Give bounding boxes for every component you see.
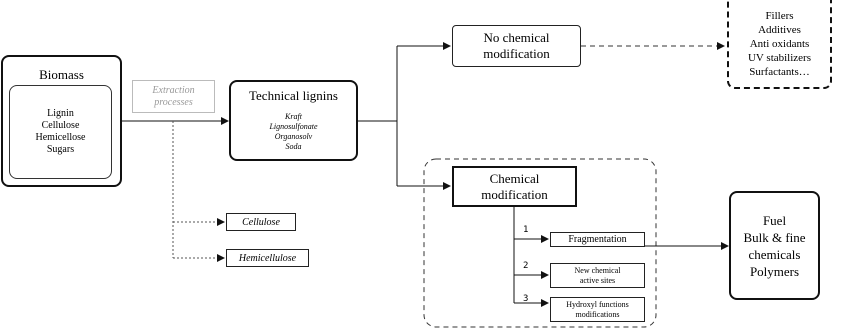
component-lignin: Lignin [47, 108, 74, 119]
type-organosolv: Organosolv [274, 132, 313, 141]
type-lignosulfonate: Lignosulfonate [269, 122, 318, 131]
route-box-hydroxyl [550, 297, 645, 322]
route-3-line2: modifications [575, 309, 620, 319]
component-hemicellose: Hemicellose [35, 132, 86, 143]
chem-line1: Chemical [489, 170, 540, 186]
route-number-1: 1 [523, 225, 529, 235]
route-box-new-active-sites [550, 263, 645, 288]
route-number-3: 3 [523, 294, 529, 304]
chem-line2: modification [481, 186, 548, 202]
use-uv-stabilizers: UV stabilizers [747, 51, 812, 64]
route-3-line1: Hydroxyl functions [566, 299, 629, 309]
product-polymers: Polymers [749, 263, 800, 279]
hemicellulose-box [226, 249, 309, 267]
product-chemicals: chemicals [748, 246, 801, 262]
hemicellulose-label: Hemicellulose [238, 252, 297, 264]
products-box [729, 191, 820, 300]
use-anti-oxidants: Anti oxidants [749, 37, 810, 50]
biomass-box [1, 55, 122, 187]
uses-box [727, 0, 832, 89]
type-soda: Soda [285, 142, 302, 151]
technical-split-line [358, 46, 397, 186]
cellulose-box [226, 213, 296, 231]
type-kraft: Kraft [285, 112, 302, 121]
extraction-label-box [132, 80, 215, 113]
extraction-label-line2: processes [154, 96, 193, 108]
component-cellulose: Cellulose [41, 120, 80, 131]
component-sugars: Sugars [46, 144, 75, 155]
use-additives: Additives [758, 23, 801, 36]
product-bulk-fine: Bulk & fine [743, 229, 806, 245]
no-chem-modification-box [452, 25, 581, 67]
biomass-components-box [9, 85, 112, 179]
cellulose-label: Cellulose [242, 216, 280, 228]
route-1-label: Fragmentation [568, 234, 627, 245]
no-chem-line1: No chemical [483, 30, 550, 45]
technical-lignins-box [229, 80, 358, 161]
extraction-label-line1: Extraction [152, 84, 195, 96]
route-box-fragmentation [550, 232, 645, 247]
use-fillers: Fillers [765, 9, 794, 22]
biomass-title: Biomass [39, 67, 84, 82]
product-fuel: Fuel [762, 212, 787, 228]
route-2-line2: active sites [579, 275, 616, 285]
technical-types [231, 112, 356, 152]
technical-title: Technical lignins [249, 88, 338, 103]
use-surfactants: Surfactants… [749, 65, 810, 78]
no-chem-line2: modification [483, 46, 550, 61]
route-2-line1: New chemical [574, 265, 621, 275]
route-number-2: 2 [523, 261, 529, 271]
chem-modification-box [452, 166, 577, 207]
